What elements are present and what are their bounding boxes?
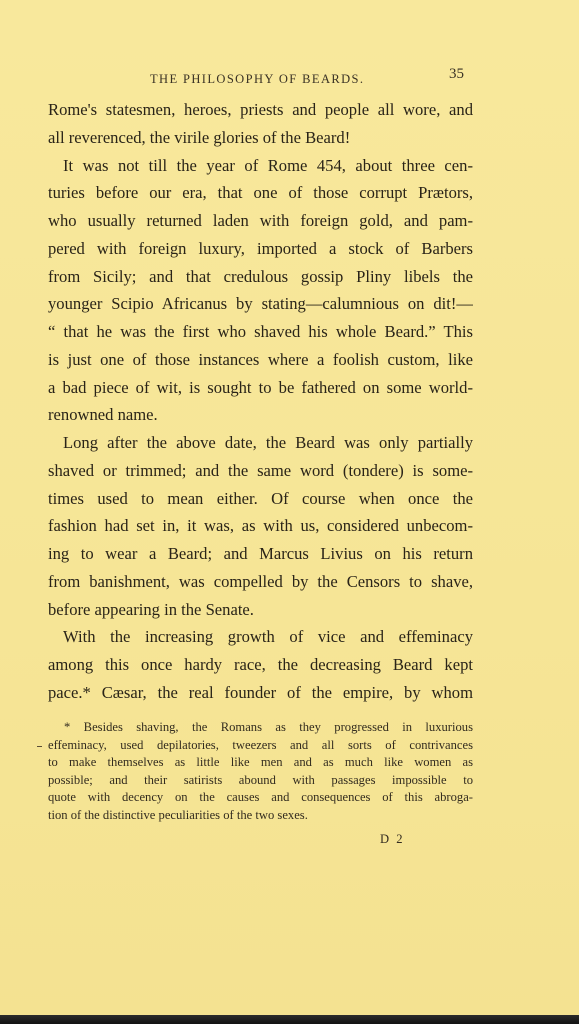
text-line: before appearing in the Senate.	[48, 599, 254, 619]
footnote-line: quote with decency on the causes and consequences of this abroga-	[48, 790, 473, 805]
page-header	[0, 66, 579, 90]
footnote-line: possible; and their satirists abound with passages impossible to	[48, 772, 473, 787]
footnote-line: * Besides shaving, the Romans as they progressed in luxurious	[64, 720, 473, 734]
text-line: With the increasing growth of vice and effeminacy	[63, 627, 473, 647]
scan-bottom-edge	[0, 1015, 579, 1024]
signature-mark: D 2	[380, 832, 405, 846]
text-line: Rome's statesmen, heroes, priests and people all wore, and	[48, 100, 473, 119]
text-line: turies before our era, that one of those corrupt Prætors,	[48, 183, 473, 203]
text-line: ing to wear a Beard; and Marcus Livius on his return	[48, 544, 473, 563]
footnote-line: to make themselves as little like men and as much like women as	[48, 755, 473, 770]
text-line: shaved or trimmed; and the same word (tondere) is some-	[48, 460, 473, 480]
text-line: all reverenced, the virile glories of the Beard!	[48, 127, 351, 147]
text-line: pace.* Cæsar, the real founder of the empire, by whom	[48, 682, 473, 702]
text-line: “ that he was the first who shaved his whole Beard.” This	[48, 322, 473, 341]
footnote	[48, 719, 473, 825]
footnote-line: tion of the distinctive peculiarities of the two sexes.	[48, 807, 308, 822]
text-line: from Sicily; and that credulous gossip Pliny libels the	[48, 266, 473, 286]
text-line: pered with foreign luxury, imported a stock of Barbers	[48, 238, 473, 258]
text-line: Long after the above date, the Beard was only partially	[63, 433, 473, 452]
text-line: among this once hardy race, the decreasing Beard kept	[48, 655, 473, 674]
text-line: renowned name.	[48, 405, 158, 425]
main-text	[48, 96, 473, 707]
running-head: THE PHILOSOPHY OF BEARDS.	[150, 72, 365, 86]
text-line: who usually returned laden with foreign gold, and pam-	[48, 211, 473, 230]
text-line: younger Scipio Africanus by stating—calumnious on dit!—	[48, 294, 473, 314]
text-line: from banishment, was compelled by the Censors to shave,	[48, 571, 473, 591]
text-line: a bad piece of wit, is sought to be fathered on some world-	[48, 377, 473, 397]
margin-mark	[37, 746, 42, 747]
footnote-line: effeminacy, used depilatories, tweezers and all sorts of contrivances	[48, 737, 473, 752]
text-line: fashion had set in, it was, as with us, considered unbecom-	[48, 516, 473, 536]
text-line: is just one of those instances where a foolish custom, like	[48, 349, 473, 369]
page-number: 35	[449, 66, 464, 82]
text-line: It was not till the year of Rome 454, about three cen-	[63, 155, 473, 175]
text-line: times used to mean either. Of course when once the	[48, 488, 473, 508]
